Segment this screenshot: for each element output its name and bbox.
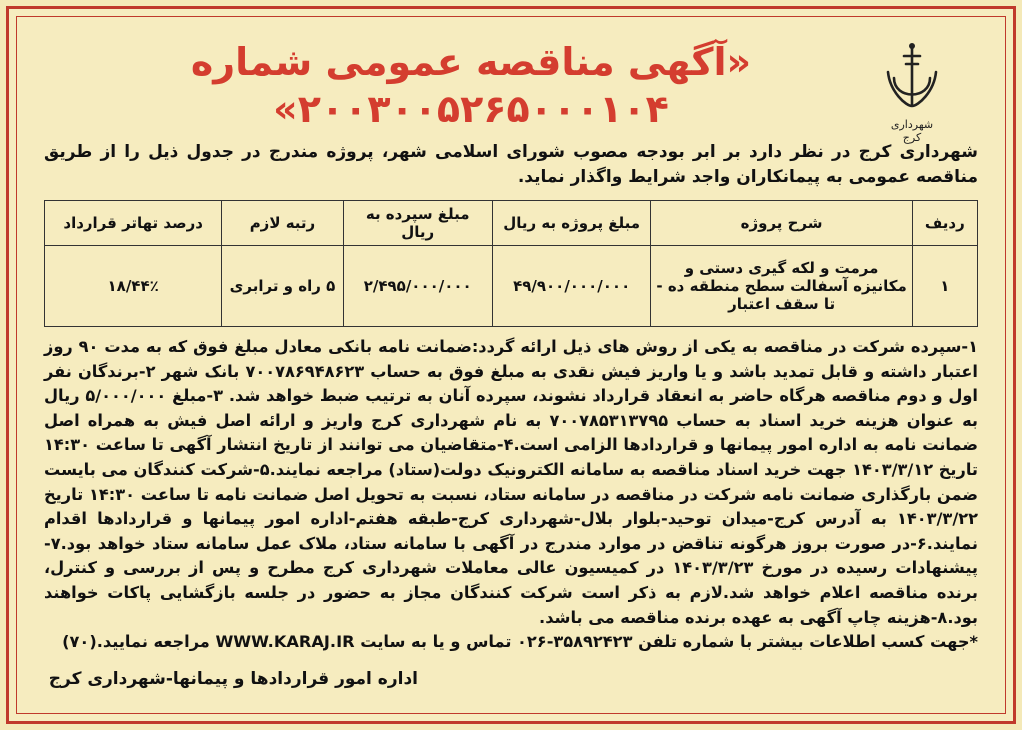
conditions-paragraph: ۱-سپرده شرکت در مناقصه به یکی از روش های ذیل ارائه گردد:ضمانت نامه بانکی معادل مبلغ فوق که به مدت ۹۰ روز اعتبار داشته و قابل تمدید باشد و یا واریز فیش نقدی به مبلغ فوق به حساب ۷۰۰۷۸۶۹۴۸۶۲۳ بانک شهر ۲-برندگان نفر اول و دوم مناقصه هرگاه حاضر به انعقاد قرارداد نشوند، سپرده آنان به ترتیب ضبط خواهد شد. ۳-مبلغ ۵/۰۰۰/۰۰۰ ریال به عنوان هزینه خرید اسناد به حساب ۷۰۰۷۸۵۳۱۳۷۹۵ به نام شهرداری کرج واریز و ارائه اصل فیش به همراه اصل ضمانت نامه به اداره امور پیمانها و قراردادها الزامی است.۴-متقاضیان می توانند از تاریخ انتشار آگهی تا ساعت ۱۴:۳۰ تاریخ ۱۴۰۳/۳/۱۲ جهت خرید اسناد مناقصه به سامانه الکترونیک دولت(ستاد) مراجعه نمایند.۵-شرکت کنندگان می بایست ضمن بارگذاری ضمانت نامه شرکت در مناقصه در سامانه ستاد، نسبت به تحویل اصل ضمانت نامه تا ساعت ۱۴:۳۰ تاریخ ۱۴۰۳/۳/۲۲ به آدرس کرج-میدان توحید-بلوار بلال-شهرداری کرج-طبقه هفتم-اداره امور پیمانها و قراردادها اقدام نمایند.۶-در صورت بروز هرگونه تناقض در موارد مندرج در آگهی با سامانه ستاد، ملاک عمل سامانه ستاد خواهد بود.۷-پیشنهادات رسیده در مورخ ۱۴۰۳/۳/۲۳ در کمیسیون عالی معاملات شهرداری کرج مطرح و پس از بررسی و کنترل، برنده مناقصه اعلام خواهد شد.لازم به ذکر است شرکت کنندگان مجاز به حضور در جلسه بازگشایی پاکات خواهند بود.۸-هزینه چاپ آگهی به عهده برنده مناقصه می باشد. <box>44 337 979 627</box>
logo-caption: شهرداری کرج <box>890 118 934 144</box>
header-project-amount: مبلغ پروژه به ریال <box>492 201 651 246</box>
cell-deposit-amount: ۲/۴۹۵/۰۰۰/۰۰۰ <box>343 246 492 327</box>
table-row <box>45 246 978 327</box>
cell-project-amount: ۴۹/۹۰۰/۰۰۰/۰۰۰ <box>492 246 651 327</box>
notice-title: «آگهی مناقصه عمومی شماره <box>190 40 752 84</box>
intro-paragraph: شهرداری کرج در نظر دارد بر ابر بودجه مصوب شورای اسلامی شهر، پروژه مندرج در جدول ذیل را از طریق مناقصه عمومی به پیمانکاران واجد شرایط واگذار نماید. <box>44 142 978 187</box>
contact-line: *جهت کسب اطلاعات بیشتر با شماره تلفن ۳۵۸۹۲۴۲۳-۰۲۶ تماس و یا به سایت WWW.KARAJ.IR مراجعه نمایید.(۷۰) <box>62 632 978 652</box>
header-deposit-amount: مبلغ سپرده به ریال <box>343 201 492 246</box>
cell-project-description: مرمت و لکه گیری دستی و مکانیزه آسفالت سطح منطقه ده - تا سقف اعتبار <box>651 246 912 327</box>
issuer-signature: اداره امور قراردادها و پیمانها-شهرداری کرج <box>48 668 418 689</box>
header-offset-percent: درصد تهاتر قرارداد <box>45 201 222 246</box>
notice-number: ۲۰۰۳۰۰۵۲۶۵۰۰۰۱۰۴» <box>273 87 669 131</box>
header-project-description: شرح پروژه <box>651 201 912 246</box>
cell-required-grade: ۵ راه و ترابری <box>222 246 343 327</box>
cell-row-number: ۱ <box>912 246 977 327</box>
tender-table <box>44 200 978 327</box>
table-header-row <box>45 201 978 246</box>
header-required-grade: رتبه لازم <box>222 201 343 246</box>
cell-offset-percent: ۱۸/۴۴٪ <box>45 246 222 327</box>
notice-content <box>44 30 978 689</box>
header-row-number: ردیف <box>912 201 977 246</box>
